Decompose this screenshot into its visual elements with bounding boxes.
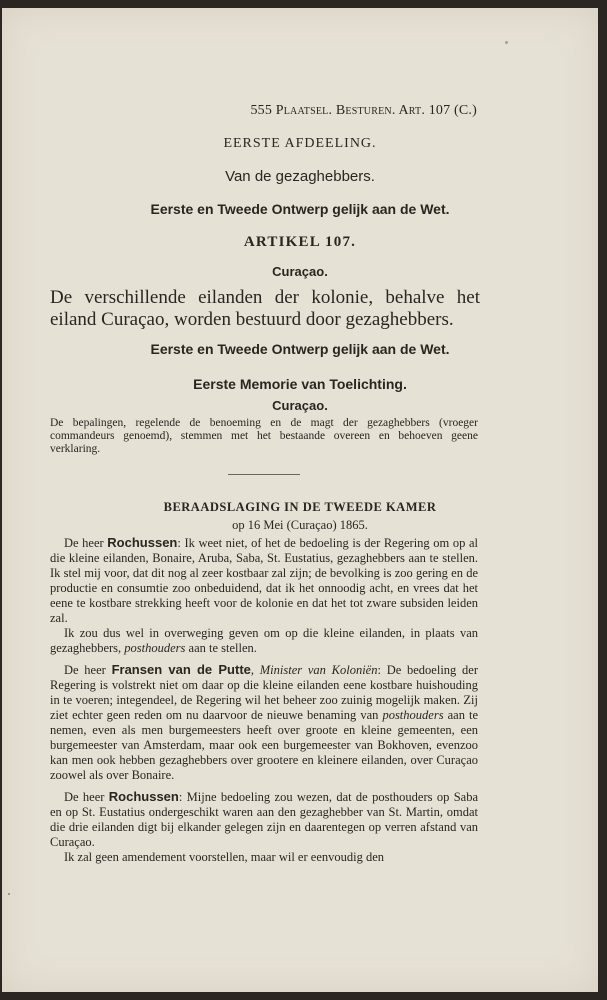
running-header [2, 103, 477, 119]
italic-term: posthouders [382, 708, 444, 722]
book-page [2, 8, 598, 992]
article-text: De verschillende eilanden der kolonie, behalve het eiland Curaçao, worden bestuurd door gezaghebbers. [50, 287, 480, 330]
separator: , [250, 663, 260, 677]
speaker-prefix: De heer [64, 790, 109, 804]
paper-speck [505, 41, 508, 44]
memorie-heading: Eerste Memorie van Toelichting. [193, 376, 407, 392]
paragraph-text: : Mijne bedoeling zou wezen, dat de posthouders op Saba en op St. Eustatius ondergeschikt waren aan den gezaghebber van St. Martin, omdat die drie eilanden digt bij elkander gelegen zijn en daarentegen op verren afstand van Curaçao. [50, 790, 478, 849]
debate-paragraph [50, 789, 478, 850]
article-heading: ARTIKEL 107. [243, 234, 357, 250]
speaker-prefix: De heer [64, 663, 112, 677]
chapter-heading: Van de gezaghebbers. [225, 168, 375, 185]
draft-note-heading: Eerste en Tweede Ontwerp gelijk aan de Wet. [150, 201, 450, 217]
paragraph-text: aan te stellen. [185, 641, 257, 655]
paragraph-text: : De bedoeling der Regering is volstrekt niet om daar op die kleine eilanden eene kostbare huishouding in te voeren; integendeel, de Regering wil het beheer zoo zuinig mogelijk maken. Zij ziet echter geen reden om nu daarvoor de nieuwe benaming van [50, 663, 478, 722]
speaker-name: Fransen van de Putte [111, 662, 251, 677]
colony-heading: Curaçao. [272, 264, 328, 279]
paragraph-text: : Ik weet niet, of het de bedoeling is der Regering om op al die kleine eilanden, Bonaire, Aruba, Saba, St. Eustatius, gezaghebbers aan te stellen. Ik stel mij voor, dat dit nog al zeer kostbaar zal zijn; de bevolking is zoo gering en de productie en consumtie zoo onbeduidend, dat ik het onnoodig acht, en vrees dat het eene te kostbare strekking heeft voor de kolonie en dat het tot zware subsiden leiden zal. [50, 536, 478, 625]
memorie-text: De bepalingen, regelende de benoeming en de magt der gezaghebbers (vroeger commandeurs genoemd), stemmen met het bestaande overeen en behoeven geene verklaring. [50, 417, 478, 455]
paragraph-text: Ik zou dus wel in overweging geven om op die kleine eilanden, in plaats van gezaghebbers, [50, 626, 478, 655]
running-title: Plaatsel. Besturen. Art. 107 (C.) [275, 103, 477, 118]
paper-speck [8, 893, 10, 895]
speaker-role: Minister van Koloniën [259, 663, 378, 677]
debate-heading: BERAADSLAGING IN DE TWEEDE KAMER [163, 500, 437, 514]
colony-heading: Curaçao. [272, 398, 328, 413]
speaker-name: Rochussen [108, 789, 179, 804]
section-heading: EERSTE AFDEELING. [223, 136, 377, 151]
italic-term: posthouders [124, 641, 186, 655]
debate-date: op 16 Mei (Curaçao) 1865. [232, 518, 368, 532]
debate-body [50, 535, 478, 865]
divider-rule [228, 474, 300, 475]
debate-paragraph [50, 662, 478, 783]
debate-paragraph [50, 626, 478, 656]
speaker-prefix: De heer [64, 536, 108, 550]
page-number: 555 [250, 103, 273, 118]
debate-paragraph [50, 850, 478, 865]
paragraph-text: Ik zal geen amendement voorstellen, maar wil er eenvoudig den [64, 850, 385, 864]
draft-note-heading: Eerste en Tweede Ontwerp gelijk aan de Wet. [150, 341, 450, 357]
paragraph-text: aan te nemen, even als men burgemeesters heeft over groote en kleine gemeenten, een burgemeester van Amsterdam, maar ook een burgemeester van Bokhoven, evenzoo kan men ook hebben gezaghebbers over grootere en kleinere eilanden, over Curaçao zoowel als over Bonaire. [50, 708, 478, 782]
speaker-name: Rochussen [107, 535, 178, 550]
debate-paragraph [50, 535, 478, 626]
